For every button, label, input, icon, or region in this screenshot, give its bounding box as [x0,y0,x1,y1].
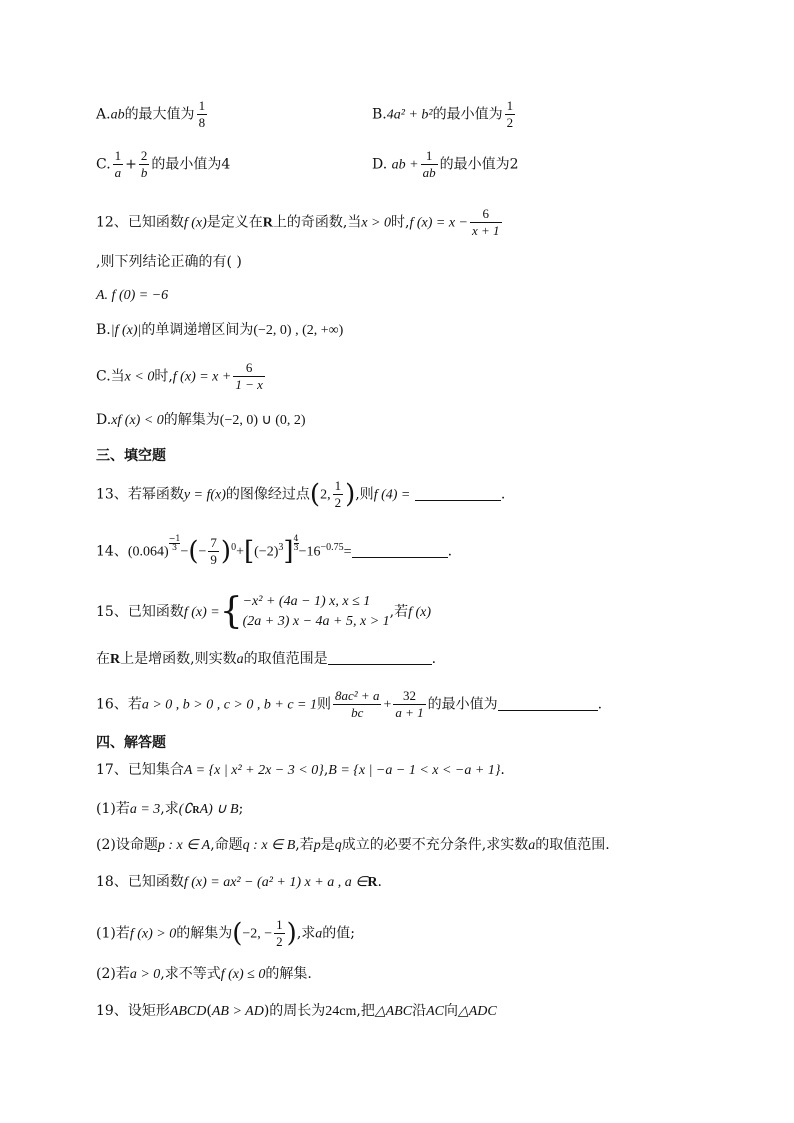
q11-option-c: C. $\frac{1}{a}$ + $\frac{2}{b}$ 的最小值为4 [96,148,231,180]
q11-option-a: A.ab的最大值为 $\frac{1}{8}$ [96,98,206,130]
q13: 13、若幂函数y = f(x)的图像经过点(2, $\frac{1}{2}$ ),则f (4) = . [96,478,506,510]
q17-stem: 17、已知集合A = {x | x² + 2x − 3 < 0},B = {x | −a − 1 < x < −a + 1}. [96,762,505,778]
q16: 16、若a > 0 , b > 0 , c > 0 , b + c = 1则 $\frac{\text{8ac² + a}}{bc}$ + $\frac{32}{a + 1}$ 的最小值为 . [96,688,603,720]
fraction: $\frac{1}{2}$ [506,98,514,130]
section-heading-answer: 四、解答题 [96,735,166,751]
answer-blank[interactable] [415,486,501,501]
q17-part-2: (2)设命题p : x ∈ A,命题q : x ∈ B,若p是q成立的必要不充分条件,求实数a的取值范围. [96,837,610,853]
q15-cont: 在R上是增函数,则实数a的取值范围是 . [96,651,437,667]
q18-stem: 18、已知函数f (x) = ax² − (a² + 1) x + a , a ∈R. [96,874,382,890]
section-heading-fill-blank: 三、填空题 [96,448,166,464]
fraction: $\frac{1}{8}$ [198,98,206,130]
q18-part-2: (2)若a > 0,求不等式f (x) ≤ 0的解集. [96,966,312,982]
q17-part-1: (1)若a = 3,求(∁RA) ∪ B; [96,801,244,817]
q12-option-c: C.当x < 0时,f (x) = x + $\frac{6}{1 - x}$ [96,360,263,392]
q11-option-d: D. ab + $\frac{1}{ab}$ 的最小值为2 [372,148,519,180]
q19-stem: 19、设矩形ABCD(AB > AD)的周长为24cm,把△ABC沿AC向△ADC [96,1003,497,1019]
q11-option-b: B.4a² + b²的最小值为 $\frac{1}{2}$ [372,98,514,130]
q14: 14、(0.064) $\frac{-1}{3}$ −(− $\frac{7}{9}$ )$^0+[(-2)^3]$ $\frac{4}{3}$ $-16^{-0.75}=$ . [96,534,453,568]
q15: 15、已知函数f (x) ={ −x² + (4a − 1) x, x ≤ 1 (2a + 3) x − 4a + 5, x > 1 ,若f (x) [96,591,432,632]
q12-option-a: A. f (0) = −6 [96,288,169,303]
q12-option-b: B.|f (x)|的单调递增区间为(−2, 0) , (2, +∞) [96,322,344,338]
q12-stem: 12、已知函数f (x)是定义在R上的奇函数,当x > 0时,f (x) = x − $\frac{6}{x + 1}$ [96,206,500,238]
q12-option-d: D.xf (x) < 0的解集为(−2, 0) ∪ (0, 2) [96,412,306,428]
answer-blank[interactable] [328,650,432,665]
q18-part-1: (1)若f (x) > 0的解集为(−2, − $\frac{1}{2}$ ),求a的值; [96,917,355,949]
answer-blank[interactable] [352,543,448,558]
q12-stem-cont: ,则下列结论正确的有( ) [96,254,242,270]
answer-blank[interactable] [498,696,598,711]
